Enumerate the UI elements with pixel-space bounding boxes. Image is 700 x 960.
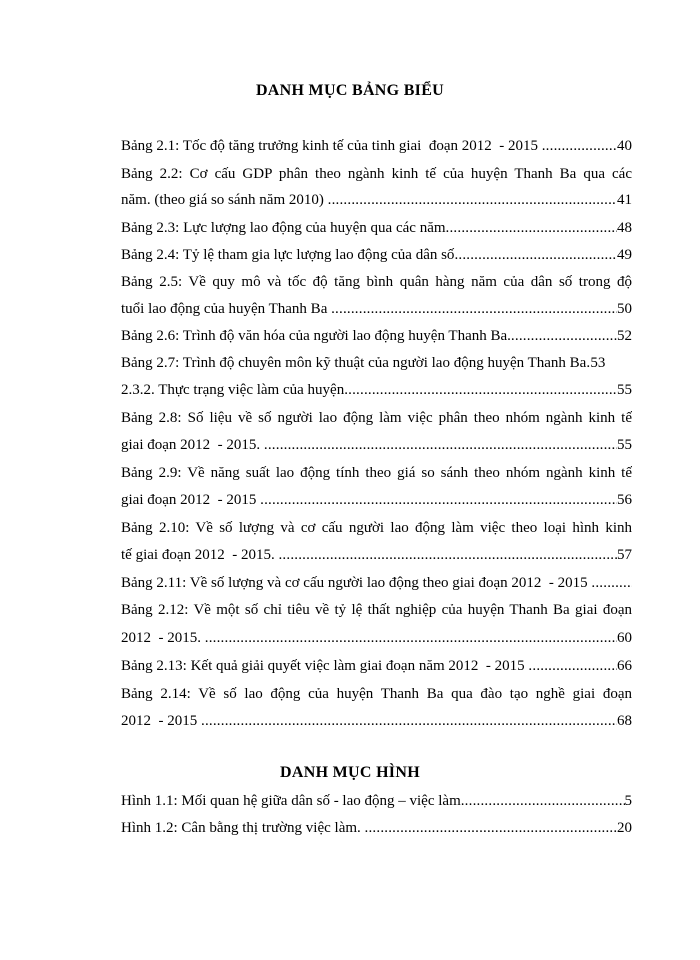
toc-entry-text: năm. (theo giá so sánh năm 2010) bbox=[121, 192, 328, 208]
toc-page-number: 49 bbox=[617, 247, 632, 263]
toc-page-number: 40 bbox=[617, 138, 632, 154]
dot-leader bbox=[201, 711, 617, 731]
dot-leader bbox=[205, 628, 617, 648]
toc-entry-table-2-5[interactable]: Bảng 2.5: Về quy mô và tốc độ tăng bình quân hàng năm của dân số trong độ bbox=[121, 274, 632, 290]
toc-entry-table-2-11[interactable] bbox=[121, 573, 632, 593]
toc-page-number: 50 bbox=[617, 301, 632, 317]
dot-leader bbox=[528, 656, 617, 676]
toc-entry-text: Bảng 2.4: Tỷ lệ tham gia lực lượng lao động của dân số bbox=[121, 247, 455, 263]
toc-entry-text: Bảng 2.1: Tốc độ tăng trưởng kinh tế của tinh giai đoạn 2012 - 2015 bbox=[121, 138, 542, 154]
toc-entry-text: Hình 1.2: Cân bằng thị trường việc làm. bbox=[121, 820, 365, 836]
toc-entry-text: giai đoạn 2012 - 2015 bbox=[121, 492, 261, 508]
toc-page-number: 5 bbox=[624, 793, 632, 809]
toc-entry-text: giai đoạn 2012 - 2015. bbox=[121, 437, 264, 453]
toc-entry-table-2-9[interactable]: Bảng 2.9: Về năng suất lao động tính theo giá so sánh theo nhóm ngành kinh tế bbox=[121, 465, 632, 481]
toc-entry-table-2-14[interactable]: Bảng 2.14: Về số lao động của huyện Thanh Ba qua đào tạo nghề giai đoạn bbox=[121, 686, 632, 702]
dot-leader bbox=[278, 545, 617, 565]
toc-entry-table-2-2[interactable]: Bảng 2.2: Cơ cấu GDP phân theo ngành kinh tế của huyện Thanh Ba qua các bbox=[121, 166, 632, 182]
toc-entry-table-2-6[interactable] bbox=[121, 326, 632, 346]
toc-entry-table-2-13[interactable] bbox=[121, 656, 632, 676]
dot-leader bbox=[344, 380, 617, 400]
toc-page-number: 20 bbox=[617, 820, 632, 836]
dot-leader bbox=[264, 435, 617, 455]
toc-entry-table-2-4[interactable] bbox=[121, 245, 632, 265]
toc-entry-table-2-9-continued[interactable] bbox=[121, 490, 632, 510]
toc-entry-table-2-10-continued[interactable] bbox=[121, 545, 632, 565]
toc-page-number: 55 bbox=[617, 382, 632, 398]
dot-leader bbox=[511, 326, 617, 346]
toc-page-number: 53 bbox=[590, 355, 606, 371]
figures-list-title: DANH MỤC HÌNH bbox=[280, 764, 420, 781]
dot-leader bbox=[328, 190, 617, 210]
toc-entry-text: tuổi lao động của huyện Thanh Ba bbox=[121, 301, 332, 317]
toc-page-number: 66 bbox=[617, 658, 632, 674]
toc-entry-text: Bảng 2.13: Kết quả giải quyết việc làm giai đoạn năm 2012 - 2015 bbox=[121, 658, 529, 674]
toc-page-number: 52 bbox=[617, 328, 632, 344]
toc-entry-text: 2012 - 2015 bbox=[121, 713, 201, 729]
toc-page-number: 68 bbox=[617, 713, 632, 729]
dot-leader bbox=[591, 573, 632, 593]
toc-page-number: 55 bbox=[617, 437, 632, 453]
dot-leader bbox=[365, 818, 617, 838]
dot-leader bbox=[461, 791, 625, 811]
dot-leader bbox=[542, 136, 617, 156]
toc-entry-text: tế giai đoạn 2012 - 2015. bbox=[121, 547, 279, 563]
toc-entry-table-2-7[interactable] bbox=[121, 353, 632, 373]
toc-entry-text: 2012 - 2015. bbox=[121, 630, 205, 646]
toc-entry-text: Hình 1.1: Mối quan hệ giữa dân số - lao động – việc làm bbox=[121, 793, 461, 809]
toc-entry-table-2-10[interactable]: Bảng 2.10: Về số lượng và cơ cấu người lao động làm việc theo loại hình kinh bbox=[121, 520, 632, 536]
toc-entry-table-2-14-continued[interactable] bbox=[121, 711, 632, 731]
toc-entry-figure-1-2[interactable] bbox=[121, 818, 632, 838]
toc-page-number: 60 bbox=[617, 630, 632, 646]
toc-entry-table-2-8-continued[interactable] bbox=[121, 435, 632, 455]
toc-entry-text: Bảng 2.11: Về số lượng và cơ cấu người lao động theo giai đoạn 2012 - 2015 bbox=[121, 575, 592, 591]
toc-entry-table-2-1[interactable] bbox=[121, 136, 632, 156]
dot-leader bbox=[260, 490, 617, 510]
toc-entry-text: Bảng 2.3: Lực lượng lao động của huyện qua các năm bbox=[121, 220, 446, 236]
toc-entry-section-2-3-2[interactable] bbox=[121, 380, 632, 400]
toc-entry-text: Bảng 2.6: Trình độ văn hóa của người lao động huyện Thanh Ba. bbox=[121, 328, 511, 344]
dot-leader bbox=[331, 299, 617, 319]
toc-entry-table-2-8[interactable]: Bảng 2.8: Số liệu về số người lao động làm việc phân theo nhóm ngành kinh tế bbox=[121, 410, 632, 426]
toc-page-number: 56 bbox=[617, 492, 632, 508]
toc-entry-table-2-12[interactable]: Bảng 2.12: Về một số chỉ tiêu về tỷ lệ thất nghiệp của huyện Thanh Ba giai đoạn bbox=[121, 602, 632, 618]
toc-entry-text: 2.3.2. Thực trạng việc làm của huyện bbox=[121, 382, 345, 398]
toc-entry-table-2-5-continued[interactable] bbox=[121, 299, 632, 319]
tables-list-title: DANH MỤC BẢNG BIỂU bbox=[255, 82, 445, 99]
toc-entry-text: Bảng 2.7: Trình độ chuyên môn kỹ thuật của người lao động huyện Thanh Ba bbox=[121, 355, 587, 371]
toc-page-number: 41 bbox=[617, 192, 632, 208]
toc-entry-table-2-2-continued[interactable] bbox=[121, 190, 632, 210]
toc-entry-table-2-12-continued[interactable] bbox=[121, 628, 632, 648]
toc-entry-table-2-3[interactable] bbox=[121, 218, 632, 238]
dot-leader bbox=[454, 245, 617, 265]
dot-leader bbox=[446, 218, 617, 238]
toc-page-number: 48 bbox=[617, 220, 632, 236]
toc-entry-figure-1-1[interactable] bbox=[121, 791, 632, 811]
toc-page-number: 57 bbox=[617, 547, 632, 563]
